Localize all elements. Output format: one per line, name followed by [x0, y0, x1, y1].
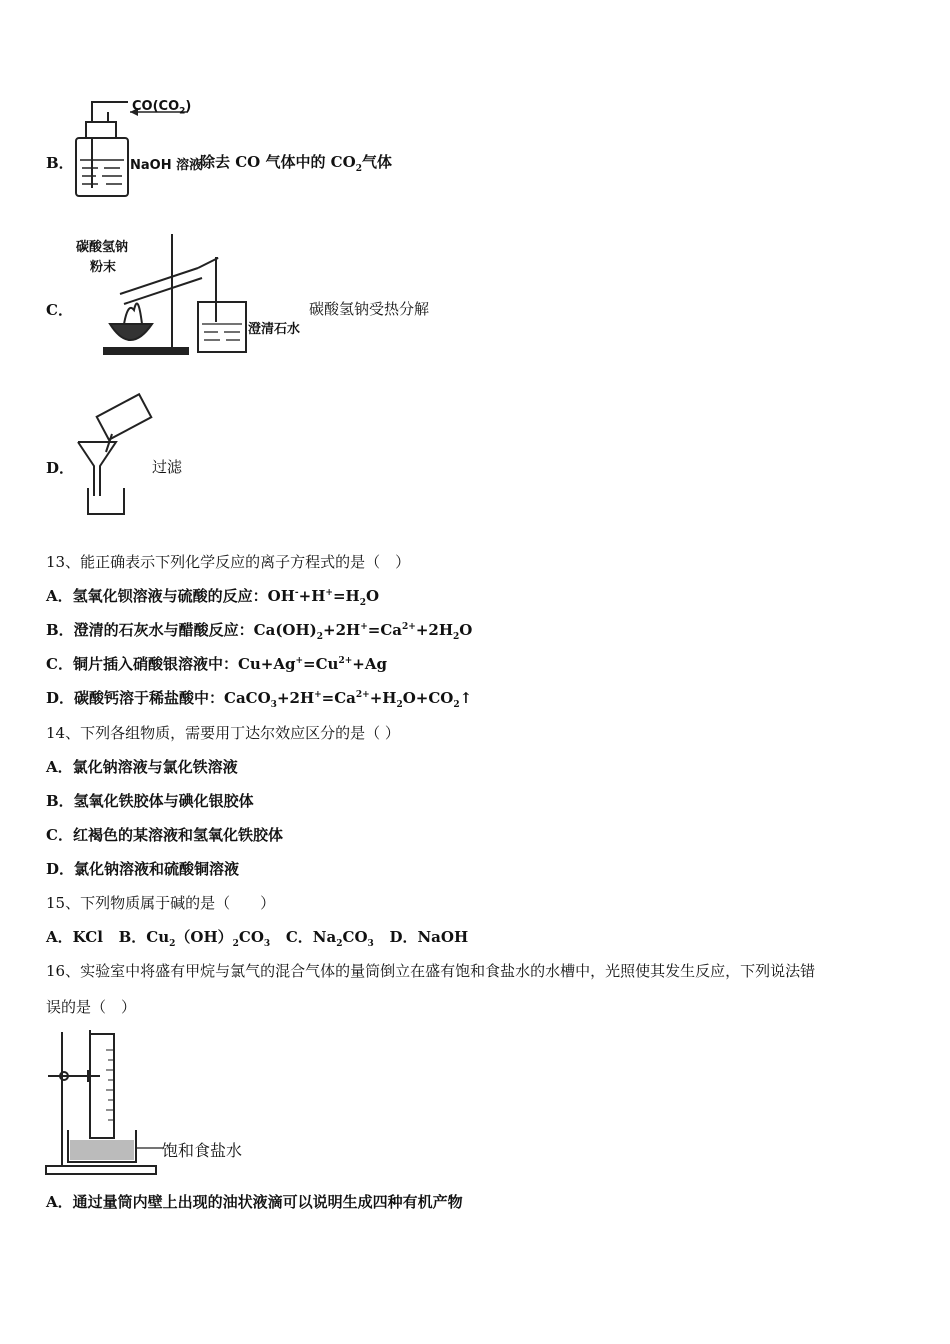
graduated-cylinder-trough-figure: [44, 1030, 164, 1178]
option-d-text: 过滤: [152, 458, 183, 476]
q14-option-d: D．氯化钠溶液和硫酸铜溶液: [46, 860, 240, 878]
option-c-text: 碳酸氢钠受热分解: [309, 300, 430, 318]
filtration-figure: [72, 392, 158, 518]
q13-option-d: D．碳酸钙溶于稀盐酸中：$CaCO_3+2H^+=Ca^{2+}+H_2O+CO_2↑$: [46, 689, 473, 710]
gas-label: $CO(CO_2)$: [132, 99, 192, 117]
q14-option-a: A．氯化钠溶液与氯化铁溶液: [46, 758, 238, 776]
q16-stem-line1: 16、实验室中将盛有甲烷与氯气的混合气体的量筒倒立在盛有饱和食盐水的水槽中，光照使其发生反应，下列说法错: [46, 962, 816, 980]
q15-stem: 15、下列物质属于碱的是（ ）: [46, 894, 276, 912]
q13-option-c: C．铜片插入硝酸银溶液中：$Cu+Ag^+=Cu^{2+}+Ag$: [46, 655, 387, 673]
q15-options: A．KCl B．$Cu_2(OH)_2CO_3$ C．$Na_2CO_3$ D．NaOH: [46, 928, 469, 949]
powder-label-line1: 碳酸氢钠: [76, 240, 129, 255]
powder-label-line2: 粉末: [90, 260, 117, 275]
q13-stem: 13、能正确表示下列化学反应的离子方程式的是（ ）: [46, 553, 411, 571]
naoh-solution-label: NaOH 溶液: [130, 158, 203, 173]
option-c-label: C．: [46, 301, 73, 319]
limewater-label: 澄清石水: [248, 322, 301, 337]
q14-option-c: C．红褐色的某溶液和氢氧化铁胶体: [46, 826, 283, 844]
option-d-label: D．: [46, 459, 75, 477]
q16-option-a: A．通过量筒内壁上出现的油状液滴可以说明生成四种有机产物: [46, 1193, 463, 1211]
q13-option-a: A．氢氧化钡溶液与硫酸的反应：$OH^-+H^+=H_2O$: [46, 587, 380, 608]
heating-apparatus-figure: [100, 232, 340, 356]
option-b-text: 除去 CO 气体中的 $CO_2$气体: [200, 153, 392, 174]
q13-option-b: B．澄清的石灰水与醋酸反应：$Ca(OH)_2+2H^+=Ca^{2+}+2H_2O$: [46, 621, 473, 642]
q16-stem-line2: 误的是（ ）: [46, 998, 137, 1016]
option-b-label: B．: [46, 154, 74, 172]
q14-option-b: B．氢氧化铁胶体与碘化银胶体: [46, 792, 254, 810]
q14-stem: 14、下列各组物质，需要用丁达尔效应区分的是（ ）: [46, 724, 400, 742]
saturated-brine-label: 饱和食盐水: [162, 1141, 243, 1160]
